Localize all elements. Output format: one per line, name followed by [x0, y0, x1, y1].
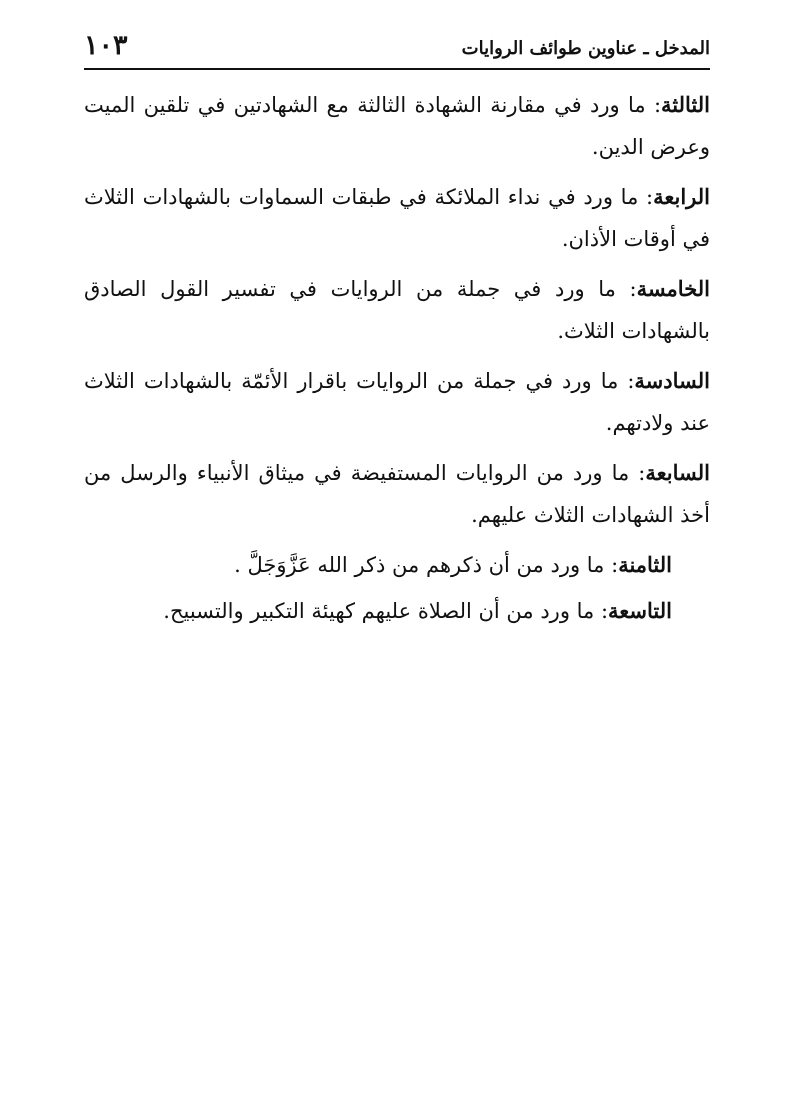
entry-ninth: [84, 590, 672, 632]
entry-text: : ما ورد في جملة من الروايات في تفسير القول الصادق بالشهادات الثلاث.: [84, 277, 710, 343]
entry-text: : ما ورد في جملة من الروايات باقرار الأئمّة بالشهادات الثلاث عند ولادتهم.: [84, 369, 710, 435]
entry-sixth: [84, 360, 710, 444]
entry-text: : ما ورد من أن ذكرهم من ذكر الله عَزَّوَجَلَّ .: [234, 553, 619, 577]
entry-text: : ما ورد من أن الصلاة عليهم كهيئة التكبير والتسبيح.: [163, 599, 609, 623]
entry-text: : ما ورد في مقارنة الشهادة الثالثة مع الشهادتين في تلقين الميت وعرض الدين.: [84, 93, 710, 159]
entry-term: السابعة: [645, 460, 710, 485]
entry-text: : ما ورد في نداء الملائكة في طبقات السماوات بالشهادات الثلاث في أوقات الأذان.: [84, 185, 710, 251]
entry-text: : ما ورد من الروايات المستفيضة في ميثاق الأنبياء والرسل من أخذ الشهادات الثلاث عليهم.: [84, 461, 710, 527]
entry-term: الثامنة: [618, 552, 672, 577]
page-number: ١٠٣: [84, 30, 128, 61]
entry-term: التاسعة: [608, 598, 672, 623]
entry-term: الرابعة: [653, 184, 710, 209]
entry-term: الخامسة: [636, 276, 710, 301]
entry-seventh: [84, 452, 710, 536]
entry-fifth: [84, 268, 710, 352]
running-header: [84, 28, 710, 70]
entry-eighth: [84, 544, 672, 586]
book-page: [84, 28, 710, 636]
entry-term: السادسة: [634, 368, 710, 393]
page-body: [84, 70, 710, 632]
entry-term: الثالثة: [661, 92, 710, 117]
running-title: المدخل ـ عناوين طوائف الروايات: [461, 38, 710, 59]
entry-fourth: [84, 176, 710, 260]
entry-third: [84, 84, 710, 168]
